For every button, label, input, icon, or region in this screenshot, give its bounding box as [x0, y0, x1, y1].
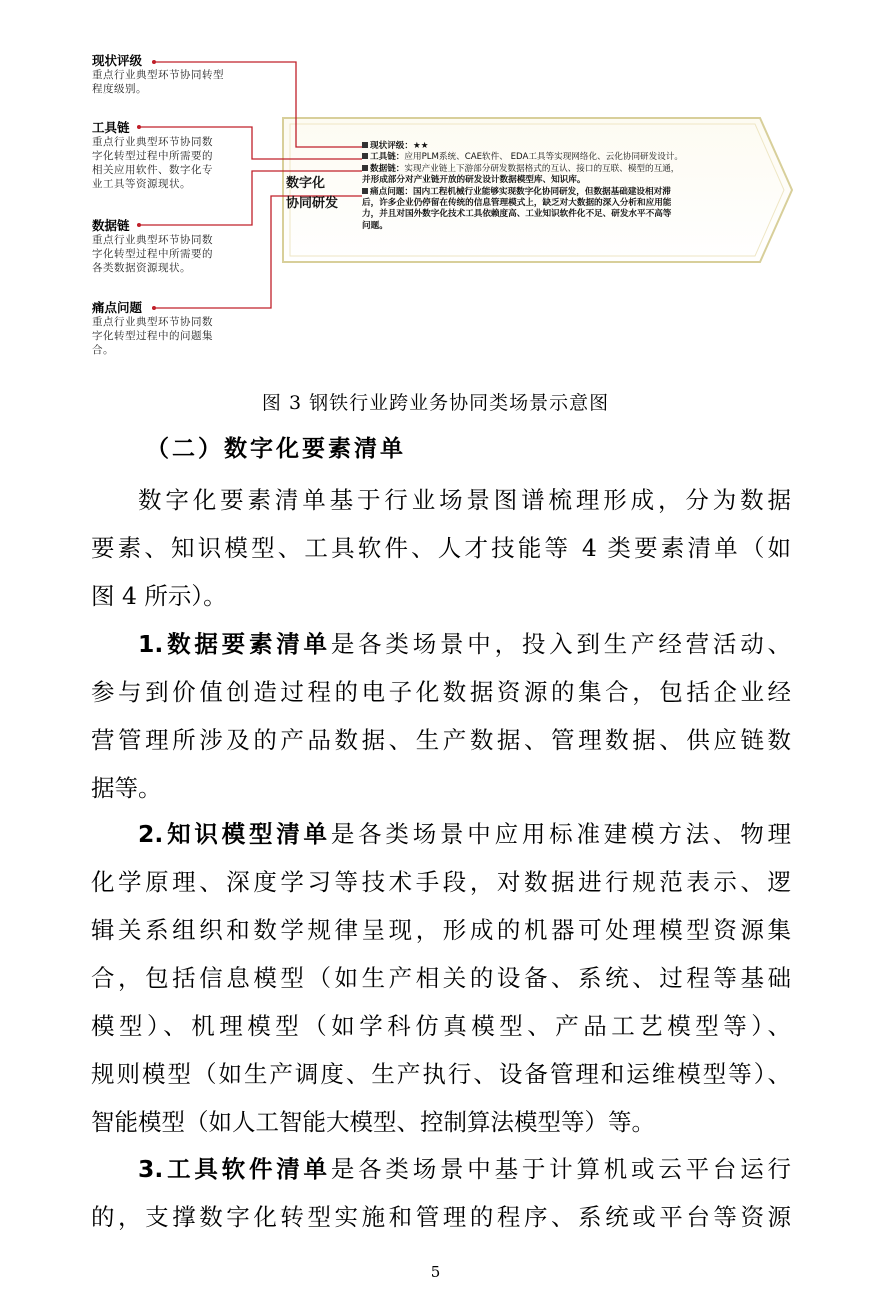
paragraph-intro: 数字化要素清单基于行业场景图谱梳理形成，分为数据 要素、知识模型、工具软件、人才技能等 4 类要素清单（如 图 4 所示）。: [91, 486, 791, 610]
label-tools: [92, 120, 272, 191]
term-knowledge-models: 2.知识模型清单: [138, 820, 331, 848]
section-heading: （二）数字化要素清单: [146, 436, 406, 462]
figure-caption: 图 3 钢铁行业跨业务协同类场景示意图: [261, 392, 610, 414]
bullet-square-icon: [362, 153, 368, 159]
label-status: [92, 53, 272, 96]
label-tools-title: 工具链: [92, 120, 130, 135]
item-tools: 工具链：应用PLM系统、CAE软件、 EDA工具等实现网络化、云化协同研发设计。: [362, 152, 774, 163]
item-pain: 痛点问题：国内工程机械行业能够实现数字化协同研发，但数据基础建设相对滞: [362, 187, 774, 198]
bullet-square-icon: [362, 188, 368, 194]
scenario-figure: [0, 0, 871, 380]
label-data-desc: 重点行业典型环节协同数 字化转型过程中所需要的 各类数据资源现状。: [92, 234, 213, 274]
arrow-items: 现状评级：★★ 工具链：应用PLM系统、CAE软件、 EDA工具等实现网络化、云化协同研发设计。 数据链：实现产业链上下游部分研发数据格式的互认、接口的互联、模型的互通， 并形成部分对产业链开放的研发设计数据模型库、知识库。 痛点问题：国内工程机械行业能够实现数字化协同研发，但数据基础建设相对滞 后，许多企业仍停留在传统的信息管理模式上，缺乏对大数据的深入分析和应用能 力，并且对国外数字化技术工具依赖度高、工业知识软件化不足、研发水平不高等 问题。: [362, 141, 774, 232]
term-tool-software: 3.工具软件清单: [138, 1155, 331, 1183]
bullet-square-icon: [362, 142, 368, 148]
paragraph-knowledge-models: 2.知识模型清单是各类场景中应用标准建模方法、物理 化学原理、深度学习等技术手段，对数据进行规范表示、逻 辑关系组织和数学规律呈现，形成的机器可处理模型资源集 合，包括信息模型（如生产相关的设备、系统、过程等基础 模型）、机理模型（如学科仿真模型、产品工艺模型等）、 规则模型（如生产调度、生产执行、设备管理和运维模型等）、 智能模型（如人工智能大模型、控制算法模型等）等。: [91, 820, 792, 1136]
paragraph-tool-software: 3.工具软件清单是各类场景中基于计算机或云平台运行 的，支撑数字化转型实施和管理的程序、系统或平台等资源: [91, 1155, 792, 1231]
page-number: 5: [430, 1263, 441, 1281]
bullet-square-icon: [362, 165, 368, 171]
label-pain: [92, 300, 272, 357]
paragraph-data-elements: 1.数据要素清单是各类场景中，投入到生产经营活动、 参与到价值创造过程的电子化数据资源的集合，包括企业经 营管理所涉及的产品数据、生产数据、管理数据、供应链数 据等。: [91, 630, 792, 802]
label-tools-desc: 重点行业典型环节协同数 字化转型过程中所需要的 相关应用软件、数字化专 业工具等资源现状。: [92, 136, 213, 190]
label-pain-title: 痛点问题: [92, 300, 143, 315]
label-status-title: 现状评级: [92, 53, 143, 68]
item-status: 现状评级：★★: [362, 141, 774, 152]
item-data: 数据链：实现产业链上下游部分研发数据格式的互认、接口的互联、模型的互通，: [362, 164, 774, 175]
label-pain-desc: 重点行业典型环节协同数 字化转型过程中的问题集 合。: [92, 316, 213, 356]
arrow-title: 数字化 协同研发: [286, 176, 339, 211]
label-data: [92, 218, 272, 275]
label-data-title: 数据链: [92, 218, 130, 233]
label-status-desc: 重点行业典型环节协同转型 程度级别。: [92, 69, 224, 95]
term-data-elements: 1.数据要素清单: [138, 630, 331, 658]
